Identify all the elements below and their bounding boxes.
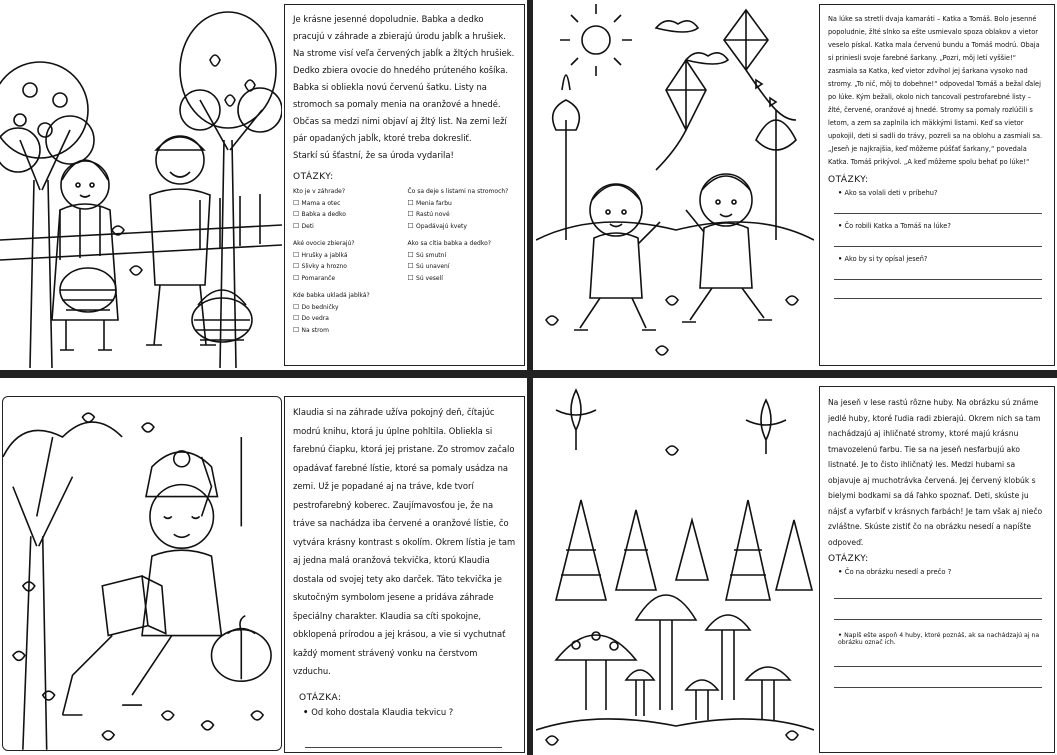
question-text: • Ako by si ty opísal jeseň?	[838, 255, 1046, 263]
answer-line[interactable]	[834, 298, 1042, 299]
answer-line[interactable]	[834, 279, 1042, 280]
orchard-story-ending: Starkí sú šťastní, že sa úroda vydarila!	[293, 150, 454, 160]
orchard-story-box	[284, 4, 525, 366]
kites-story-text: Na lúke sa stretli dvaja kamaráti – Katka a Tomáš. Bolo jesenné popoludnie, žlté slnko sa ešte usmievalo spoza oblakov a vietor veselo pískal. Katka mala červenú bundu a Tomáš modrú. Obaja si priniesli svoje farebné šarkany. „Pozri, môj letí vyššie!“ zasmiala sa Katka, keď vietor zdvihol jej šarkana vysoko nad stromy. „To nič, môj to dobehne!“ odpovedal Tomáš a bežal ďalej po lúke. Kým bežali, okolo nich tancovali pestrofarebné listy – žlté, červené, oranžové aj hnedé. Stromy sa pomaly rozlúčili s letom, a zem sa zaplnila ich mäkkými listami. Keď sa vietor upokojil, deti si sadli do trávy, pozreli sa na oblohu a zasmiali sa. „Jeseň je najkrajšia, keď môžeme púšťať šarkany,“ povedala Katka. Tomáš prikývol. „A keď môžeme spolu behať po lúke!“	[828, 15, 1043, 166]
question-block	[408, 238, 517, 284]
answer-line[interactable]	[834, 246, 1042, 247]
mushroom-story-box	[819, 386, 1055, 753]
answer-option[interactable]: ☐ Menia farbu	[408, 198, 517, 210]
question-text: • Čo na obrázku nesedí a prečo ?	[838, 568, 1046, 576]
orchard-questions-title: OTÁZKY:	[293, 172, 334, 182]
answer-line[interactable]	[834, 619, 1042, 620]
mushroom-forest-coloring-picture	[536, 380, 814, 755]
reading-story-text: Klaudia si na záhrade užíva pokojný deň, čítajúc modrú knihu, ktorá ju úplne pohltila. Obliekla si farebnú čiapku, ktorá jej pristane. Zo stromov začalo opadávať farebné lístie, ktoré sa pomaly usádza na zemi. Už je popadané aj na tráve, kde tvorí pestrofarebný koberec. Zaujímavosťou je, že na tráve sa nachádza iba červené a oranžové lístie, čo vytvára krásny kontrast s okolím. Okrem lístia je tam aj jedna malá oranžová tekvička, ktorú Klaudia dostala od svojej tety ako darček. Táto tekvička je skutočným symbolom jesene a pridáva záhrade špeciálny charakter. Klaudia sa cíti spokojne, obklopená prírodou a jej krásou, a vie si vychutnať každý moment strávený vonku na čerstvom vzduchu.	[293, 407, 516, 676]
kites-coloring-picture	[536, 0, 814, 368]
answer-line[interactable]	[834, 598, 1042, 599]
orchard-story-text: Je krásne jesenné dopoludnie. Babka a dedko pracujú v záhrade a zbierajú úrodu jabĺk a hrušiek. Na strome visí veľa červených jabĺk a žltých hrušiek. Dedko zbiera ovocie do hnedého prúteného košíka. Babka si obliekla novú červenú šatku. Listy na stromoch sa pomaly menia na oranžové a hnedé. Občas sa medzi nimi objaví aj žltý list. Na zemi leží pár opadaných jabĺk, ktoré treba dokresliť.	[293, 14, 515, 143]
answer-option[interactable]: ☐ Na strom	[293, 325, 402, 337]
question-text: • Napíš ešte aspoň 4 huby, ktoré poznáš, ak sa nachádzajú aj na obrázku označ ich.	[838, 632, 1046, 646]
question-block	[293, 290, 402, 336]
answer-line[interactable]	[305, 747, 502, 748]
answer-option[interactable]: ☐ Sú smutní	[408, 250, 517, 262]
kites-questions-title: OTÁZKY:	[828, 175, 869, 185]
answer-option[interactable]: ☐ Opadávajú kvety	[408, 221, 517, 233]
question-text: Kde babka ukladá jablká?	[293, 292, 370, 299]
reading-story-box	[284, 396, 525, 753]
question-text: Čo sa deje s listami na stromoch?	[407, 188, 509, 195]
orchard-coloring-picture	[0, 0, 282, 368]
horizontal-divider	[0, 370, 1057, 378]
question-text: • Ako sa volali deti v príbehu?	[838, 189, 1046, 197]
orchard-questions-grid	[293, 186, 516, 342]
answer-option[interactable]: ☐ Do bedničky	[293, 302, 402, 314]
answer-option[interactable]: ☐ Sú veselí	[408, 273, 517, 285]
answer-line[interactable]	[834, 213, 1042, 214]
reading-girl-coloring-picture	[2, 396, 282, 751]
question-text: Ako sa cítia babka a dedko?	[407, 240, 491, 247]
question-text: Aké ovocie zbierajú?	[293, 240, 355, 247]
answer-option[interactable]: ☐ Sú unavení	[408, 261, 517, 273]
question-block	[293, 186, 402, 232]
mushroom-story-text: Na jeseň v lese rastú rôzne huby. Na obrázku sú známe jedlé huby, ktoré ľudia radi zbierajú. Okrem nich sa tam nachádzajú aj ihličnaté stromy, ktoré majú krásnu tmavozelenú farbu. Tie sa na jeseň nesfarbujú ako listnaté. Je to čisto ihličnatý les. Medzi hubami sa objavuje aj muchotrávka červená. Jej červený klobúk s bielymi bodkami sa dá ľahko spoznať. Deti, skúste ju nájsť a vyfarbiť v krásnych farbách! Je tam však aj niečo zvláštne. Skúste zistiť čo na obrázku nesedí a napíšte odpoveď.	[828, 398, 1043, 547]
reading-question-title: OTÁZKA:	[299, 692, 342, 703]
answer-line[interactable]	[834, 687, 1042, 688]
answer-option[interactable]: ☐ Pomaranče	[293, 273, 402, 285]
kites-story-box	[819, 4, 1055, 366]
question-text: • Od koho dostala Klaudia tekvicu ?	[303, 707, 516, 717]
answer-option[interactable]: ☐ Slivky a hrozno	[293, 261, 402, 273]
question-block	[293, 238, 402, 284]
answer-option[interactable]: ☐ Do vedra	[293, 313, 402, 325]
answer-option[interactable]: ☐ Mama a otec	[293, 198, 402, 210]
mushroom-questions-title: OTÁZKY:	[828, 554, 869, 564]
answer-line[interactable]	[834, 666, 1042, 667]
answer-option[interactable]: ☐ Babka a dedko	[293, 209, 402, 221]
question-block	[408, 186, 517, 232]
question-text: • Čo robili Katka a Tomáš na lúke?	[838, 222, 1046, 230]
answer-option[interactable]: ☐ Deti	[293, 221, 402, 233]
question-text: Kto je v záhrade?	[293, 188, 346, 195]
answer-option[interactable]: ☐ Hrušky a jablká	[293, 250, 402, 262]
answer-option[interactable]: ☐ Rastú nové	[408, 209, 517, 221]
